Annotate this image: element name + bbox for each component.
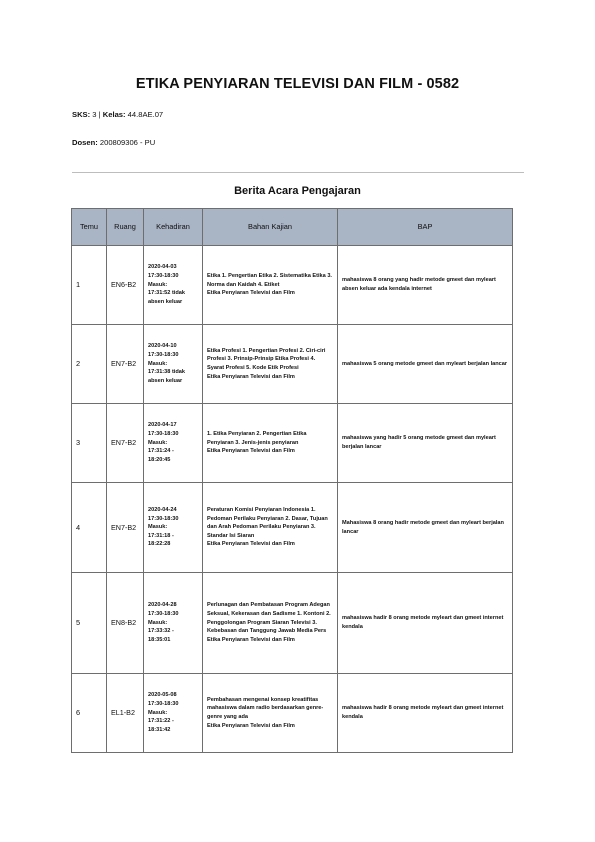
kehadiran-time: 18:31:42: [148, 726, 171, 733]
header-bahan-kajian: Bahan Kajian: [203, 209, 338, 246]
cell-bahan-kajian: [203, 325, 338, 404]
cell-temu: 6: [72, 674, 107, 753]
kehadiran-label: Masuk:: [148, 524, 168, 531]
kehadiran-label: Masuk:: [148, 619, 168, 626]
cell-bap: mahasiswa hadir 8 orang metode myleart dan gmeet internet kendala: [338, 573, 513, 674]
sks-value: 3: [92, 110, 97, 119]
kehadiran-time: 17:33:32 -: [148, 628, 174, 635]
section-title: Berita Acara Pengajaran: [234, 185, 361, 197]
cell-bap: mahasiswa hadir 8 orang metode myleart dan gmeet internet kendala: [338, 674, 513, 753]
bahan-course: Etika Penyiaran Televisi dan Film: [207, 290, 295, 297]
divider: [72, 172, 524, 173]
cell-bap: mahasiswa 8 orang yang hadir metode gmeet dan myleart absen keluar ada kendala internet: [338, 246, 513, 325]
kehadiran-time: 17:31:52 tidak absen keluar: [148, 290, 186, 305]
cell-kehadiran: [144, 325, 203, 404]
kehadiran-time: 18:20:45: [148, 456, 171, 463]
kehadiran-label: Masuk:: [148, 709, 168, 716]
kehadiran-date: 2020-04-28: [148, 602, 177, 609]
header-kehadiran: Kehadiran: [144, 209, 203, 246]
bahan-course: Etika Penyiaran Televisi dan Film: [207, 541, 295, 548]
table-row: [72, 483, 513, 573]
dosen-value: 200809306 - PU: [99, 138, 156, 147]
cell-bahan-kajian: [203, 483, 338, 573]
kelas-value: 44.8AE.07: [127, 110, 164, 119]
cell-bap: mahasiswa yang hadir 5 orang metode gmeet dan myleart berjalan lancar: [338, 404, 513, 483]
cell-ruang: EN7-B2: [107, 325, 144, 404]
bahan-topic: Perlunagan dan Pembatasan Program Adegan Seksual, Kekerasan dan Sadisme 1. Kontoni 2. Penggolongan Program Siaran Televisi 3. Kebebasan dan Tanggung Jawab Media Pers: [207, 602, 331, 635]
lecturer-meta: [72, 138, 155, 147]
table-row: [72, 404, 513, 483]
bahan-topic: Etika 1. Pengertian Etika 2. Sistematika Etika 3. Norma dan Kaidah 4. Etiket: [207, 273, 332, 288]
bahan-topic: Pembahasan mengenai konsep kreatifitas mahasiswa dalam radio berdasarkan genre-genre yang ada: [207, 696, 324, 720]
cell-temu: 5: [72, 573, 107, 674]
sks-label: SKS:: [72, 110, 91, 119]
bahan-topic: Etika Profesi 1. Pengertian Profesi 2. Ciri-ciri Profesi 3. Prinsip-Prinsip Etika Profesi 4. Syarat Profesi 5. Kode Etik Profesi: [207, 347, 326, 371]
cell-kehadiran: [144, 674, 203, 753]
kelas-label: Kelas:: [102, 110, 126, 119]
cell-ruang: EN7-B2: [107, 404, 144, 483]
course-title: ETIKA PENYIARAN TELEVISI DAN FILM - 0582: [135, 76, 460, 92]
kehadiran-time: 17:31:18 -: [148, 532, 174, 539]
kehadiran-date: 2020-04-24: [148, 506, 177, 513]
kehadiran-time: 17:30-18:30: [148, 431, 179, 438]
bahan-course: Etika Penyiaran Televisi dan Film: [207, 722, 295, 729]
kehadiran-time: 17:31:24 -: [148, 448, 174, 455]
cell-temu: 4: [72, 483, 107, 573]
header-ruang: Ruang: [107, 209, 144, 246]
kehadiran-time: 17:31:38 tidak absen keluar: [148, 369, 186, 384]
kehadiran-date: 2020-05-08: [148, 692, 177, 699]
cell-ruang: EL1-B2: [107, 674, 144, 753]
cell-bap: Mahasiswa 8 orang hadir metode gmeet dan myleart berjalan lancar: [338, 483, 513, 573]
cell-kehadiran: [144, 573, 203, 674]
bap-table: [71, 208, 513, 753]
cell-bahan-kajian: [203, 246, 338, 325]
table-row: [72, 573, 513, 674]
cell-kehadiran: [144, 404, 203, 483]
header-bap: BAP: [338, 209, 513, 246]
table-row: [72, 674, 513, 753]
kehadiran-date: 2020-04-17: [148, 422, 177, 429]
table-row: [72, 325, 513, 404]
cell-ruang: EN7-B2: [107, 483, 144, 573]
kehadiran-label: Masuk:: [148, 360, 168, 367]
kehadiran-time: 17:30-18:30: [148, 701, 179, 708]
cell-temu: 2: [72, 325, 107, 404]
kehadiran-time: 17:30-18:30: [148, 515, 179, 522]
kehadiran-time: 18:22:28: [148, 541, 171, 548]
kehadiran-date: 2020-04-10: [148, 343, 177, 350]
kehadiran-time: 18:35:01: [148, 636, 171, 643]
bahan-course: Etika Penyiaran Televisi dan Film: [207, 373, 295, 380]
kehadiran-label: Masuk:: [148, 439, 168, 446]
header-temu: Temu: [72, 209, 107, 246]
kehadiran-time: 17:30-18:30: [148, 273, 179, 280]
kehadiran-time: 17:30-18:30: [148, 611, 179, 618]
cell-temu: 3: [72, 404, 107, 483]
cell-kehadiran: [144, 483, 203, 573]
kehadiran-label: Masuk:: [148, 281, 168, 288]
cell-bahan-kajian: [203, 573, 338, 674]
kehadiran-date: 2020-04-03: [148, 264, 177, 271]
cell-temu: 1: [72, 246, 107, 325]
table-header-row: [72, 209, 513, 246]
cell-bahan-kajian: [203, 404, 338, 483]
kehadiran-time: 17:31:22 -: [148, 718, 174, 725]
table-row: [72, 246, 513, 325]
bahan-course: Etika Penyiaran Televisi dan Film: [207, 636, 295, 643]
meta-separator: |: [98, 110, 101, 119]
cell-ruang: EN8-B2: [107, 573, 144, 674]
cell-ruang: EN6-B2: [107, 246, 144, 325]
bahan-topic: 1. Etika Penyiaran 2. Pengertian Etika Penyiaran 3. Jenis-jenis penyiaran: [207, 431, 307, 446]
bahan-topic: Peraturan Komisi Penyiaran Indonesia 1. Pedoman Perilaku Penyiaran 2. Dasar, Tujuan dan Arah Pedoman Perilaku Penyiaran 3. Standar Isi Siaran: [207, 506, 328, 539]
cell-bap: mahasiswa 5 orang metode gmeet dan myleart berjalan lancar: [338, 325, 513, 404]
cell-kehadiran: [144, 246, 203, 325]
bahan-course: Etika Penyiaran Televisi dan Film: [207, 448, 295, 455]
course-meta: [72, 110, 163, 119]
cell-bahan-kajian: [203, 674, 338, 753]
kehadiran-time: 17:30-18:30: [148, 352, 179, 359]
dosen-label: Dosen:: [72, 138, 98, 147]
